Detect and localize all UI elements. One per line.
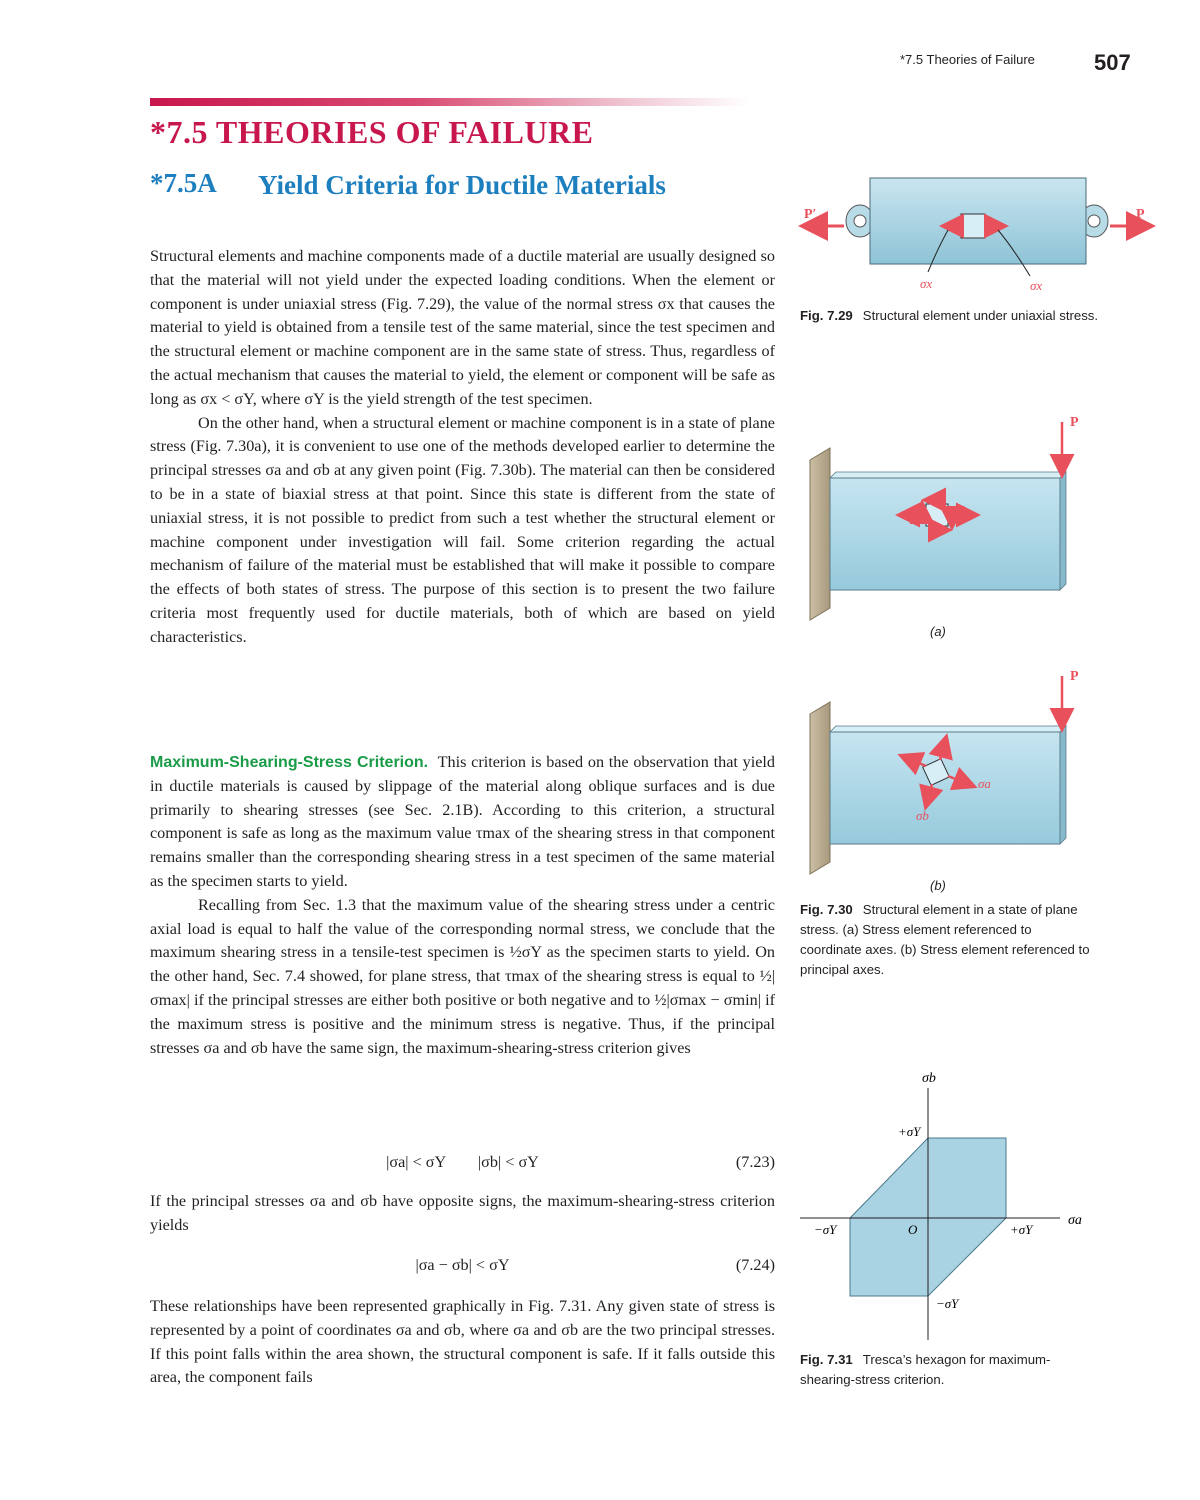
- fig-7-29-caption: [800, 306, 1140, 326]
- criterion-heading: Maximum-Shearing-Stress Criterion.: [150, 754, 429, 771]
- fig-7-30-sub-a: (a): [930, 624, 946, 639]
- beam-top-face: [830, 726, 1066, 732]
- caption-text: Structural element under uniaxial stress.: [862, 308, 1099, 323]
- load-label-left: P′: [804, 207, 817, 222]
- right-pin-hole: [1088, 215, 1100, 227]
- load-label-right: P: [1136, 207, 1145, 222]
- fig-7-30b-diagram: [798, 662, 1098, 877]
- plus-sigma-y-right: +σY: [1010, 1222, 1033, 1237]
- fig-7-31-diagram: [798, 1066, 1098, 1346]
- section-rule: [150, 98, 750, 106]
- left-pin-hole: [854, 215, 866, 227]
- running-head: *7.5 Theories of Failure: [900, 52, 1035, 67]
- page-number: 507: [1094, 50, 1131, 75]
- equation-number: (7.23): [735, 1153, 775, 1171]
- fig-7-30-caption: [800, 900, 1090, 980]
- body-block-2: [150, 751, 775, 1060]
- paragraph-2: On the other hand, when a structural element or machine component is in a state of plane stress (Fig. 7.30a), it is convenient to use one of the methods developed earlier to determine the principal stresses σa and σb at any given point (Fig. 7.30b). The material can then be considered to be in a state of biaxial stress at that point. Since this state is different from the state of uniaxial stress, it is not possible to predict from such a test whether the structural element or machine component under investigation will fail. Some criterion regarding the actual mechanism of failure of the material must be established that will make it possible to compare the effects of both states of stress. The purpose of this section is to present the two failure criteria most frequently used for ductile materials, both of which are based on yield characteristics.: [150, 413, 775, 646]
- caption-label: Fig. 7.29: [800, 308, 853, 323]
- wall-support: [810, 448, 830, 620]
- cantilever-beam: [830, 478, 1060, 590]
- stress-element: [961, 214, 985, 238]
- plus-sigma-y-top: +σY: [898, 1124, 921, 1139]
- minus-sigma-y-left: −σY: [814, 1222, 837, 1237]
- paragraph-6: These relationships have been represented graphically in Fig. 7.31. Any given state of stress is represented by a point of coordinates σa and σb, where σa and σb are the two principal stresses. If this point falls within the area shown, the structural component is safe. If it falls outside this area, the component fails: [150, 1297, 775, 1387]
- body-block-4: [150, 1295, 775, 1390]
- sigma-a-axis-label: σa: [1068, 1213, 1082, 1228]
- paragraph-3: This criterion is based on the observation that yield in ductile materials is caused by slippage of the material along oblique surfaces and is due primarily to shearing stresses (see Sec. 2.1B). According to this criterion, a structural component is safe as long as the maximum value τmax of the shearing stress in that component remains smaller than the corresponding shearing stress in a test specimen of the same material as the specimen starts to yield.: [150, 753, 775, 890]
- caption-label: Fig. 7.30: [800, 902, 853, 917]
- body-block-1: [150, 245, 775, 650]
- sigma-a-label: σa: [978, 776, 991, 791]
- equation-expression: |σa| < σY |σb| < σY: [386, 1153, 539, 1171]
- fig-7-29-diagram: [798, 168, 1158, 298]
- body-block-3: [150, 1190, 775, 1238]
- beam-end-face: [1060, 726, 1066, 844]
- origin-label: O: [908, 1222, 918, 1237]
- paragraph-1: Structural elements and machine components made of a ductile material are usually designed so that the material will not yield under the expected loading conditions. When the element or component is under uniaxial stress (Fig. 7.29), the value of the normal stress σx that causes the material to yield is obtained from a tensile test of the same material, since the test specimen and the structural element or machine component are in the same state of stress. Thus, regardless of the actual mechanism that causes the material to yield, the element or component will be safe as long as σx < σY, where σY is the yield strength of the test specimen.: [150, 247, 775, 408]
- caption-label: Fig. 7.31: [800, 1352, 853, 1367]
- cantilever-beam: [830, 732, 1060, 844]
- paragraph-5: If the principal stresses σa and σb have opposite signs, the maximum-shearing-stress criterion yields: [150, 1192, 775, 1234]
- wall-support: [810, 702, 830, 874]
- sigma-b-label: σb: [916, 808, 929, 823]
- beam-end-face: [1060, 472, 1066, 590]
- load-label: P: [1070, 669, 1079, 684]
- equation-expression: |σa − σb| < σY: [415, 1256, 510, 1274]
- subsection-number: *7.5A: [150, 168, 217, 198]
- caption-text: Tresca’s hexagon for maximum-shearing-stress criterion.: [800, 1352, 1051, 1387]
- stress-label-left: σx: [920, 276, 933, 291]
- minus-sigma-y-bottom: −σY: [936, 1296, 959, 1311]
- subsection-title: Yield Criteria for Ductile Materials: [258, 170, 666, 200]
- fig-7-31-caption: [800, 1350, 1090, 1390]
- load-label: P: [1070, 415, 1079, 430]
- equation-number: (7.24): [735, 1256, 775, 1274]
- caption-text: Structural element in a state of plane stress. (a) Stress element referenced to coordinate axes. (b) Stress element referenced to principal axes.: [800, 902, 1090, 977]
- stress-label-right: σx: [1030, 278, 1043, 293]
- paragraph-4: Recalling from Sec. 1.3 that the maximum value of the shearing stress under a centric axial load is equal to half the value of the corresponding normal stress, we conclude that the maximum shearing stress in a tensile-test specimen is ½σY as the specimen starts to yield. On the other hand, Sec. 7.4 showed, for plane stress, that τmax of the shearing stress is equal to ½|σmax| if the principal stresses are either both positive or both negative and to ½|σmax − σmin| if the maximum stress is positive and the minimum stress is negative. Thus, if the principal stresses σa and σb have the same sign, the maximum-shearing-stress criterion gives: [150, 895, 775, 1057]
- beam-top-face: [830, 472, 1066, 478]
- fig-7-30-sub-b: (b): [930, 878, 946, 893]
- section-title: *7.5 THEORIES OF FAILURE: [150, 114, 594, 150]
- stress-element: [926, 504, 948, 526]
- fig-7-30a-diagram: [798, 408, 1098, 623]
- sigma-b-axis-label: σb: [922, 1071, 936, 1086]
